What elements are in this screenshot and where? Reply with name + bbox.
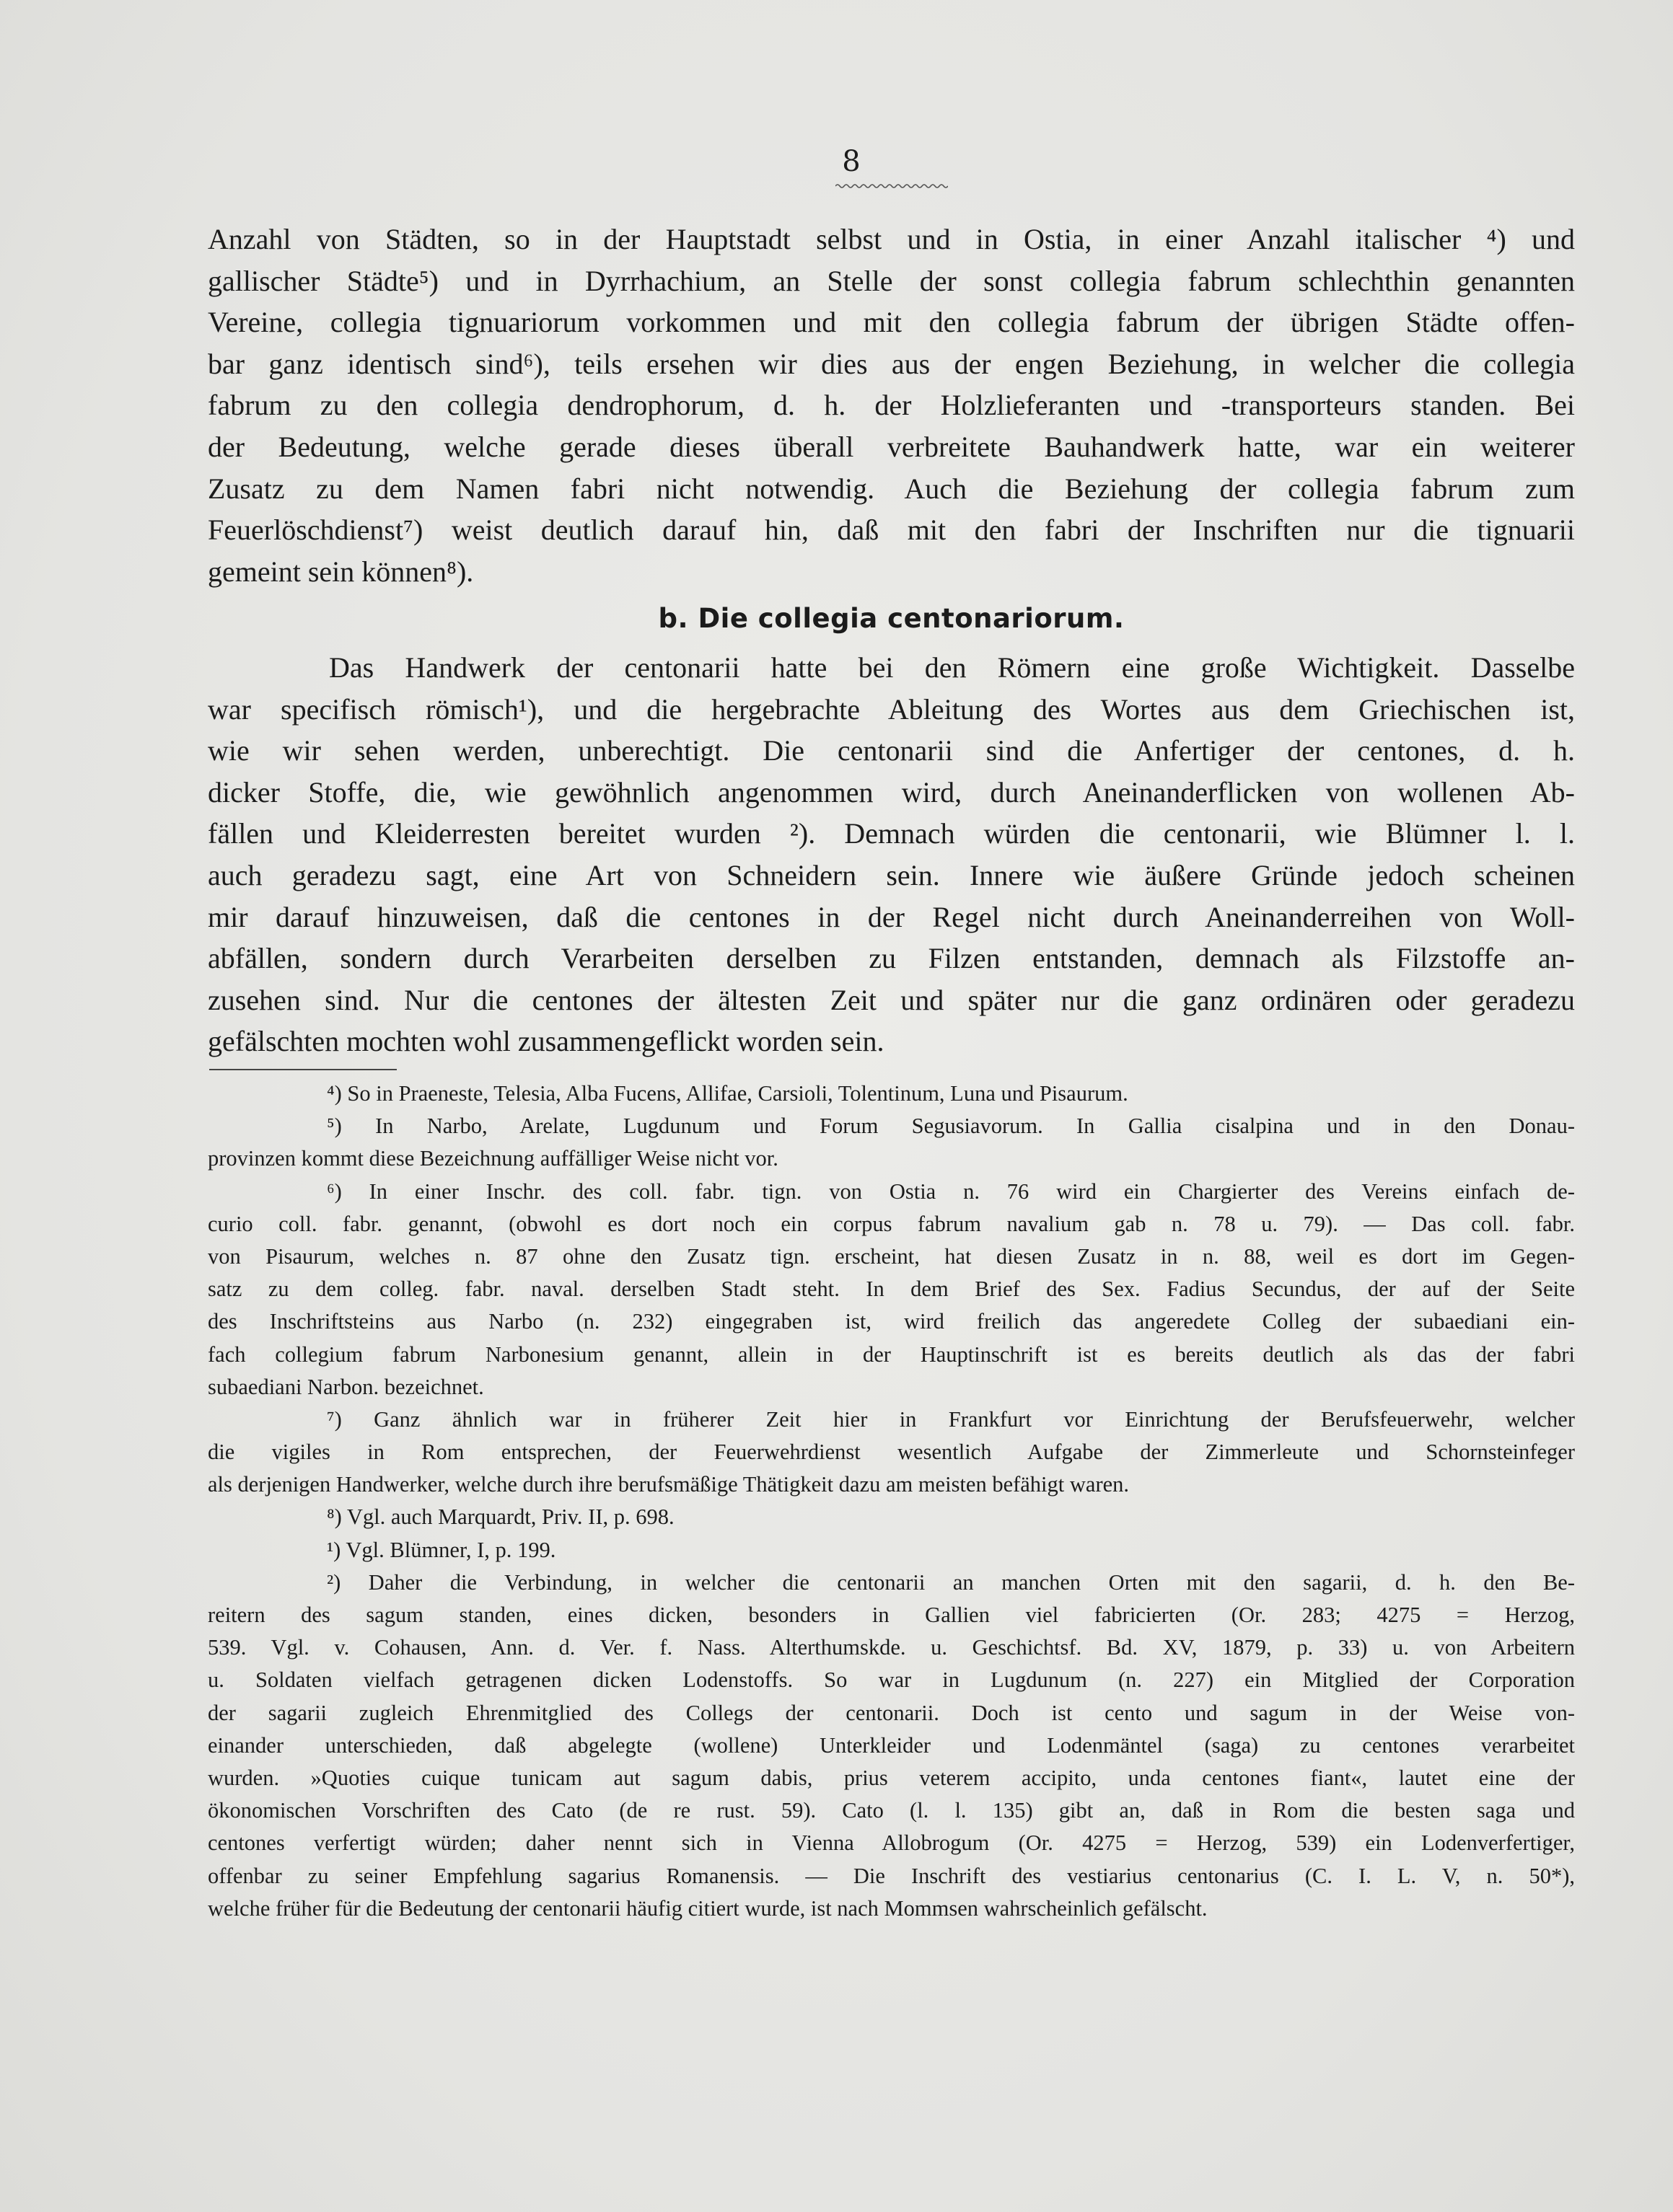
footnote-line: satz zu dem colleg. fabr. naval. derselben Stadt steht. In dem Brief des Sex. Fadius Secundus, der auf der Seite xyxy=(208,1277,1575,1302)
paragraph-continuation xyxy=(208,219,1575,592)
paragraph-line: gemeint sein können⁸). xyxy=(208,555,474,588)
paragraph-line: auch geradezu sagt, eine Art von Schneidern sein. Innere wie äußere Gründe jedoch scheinen xyxy=(208,858,1575,891)
footnote-line: welche früher für die Bedeutung der centonarii häufig citiert wurde, ist nach Mommsen wahrscheinlich gefälscht. xyxy=(208,1895,1208,1921)
footnote-line: centones verfertigt würden; daher nennt sich in Vienna Allobrogum (Or. 4275 = Herzog, 539) ein Lodenverfertiger, xyxy=(208,1830,1575,1856)
footnote-line: wurden. »Quoties cuique tunicam aut sagum dabis, prius veterem accipito, unda centones fiant«, lautet eine der xyxy=(208,1765,1575,1790)
paragraph-line: Feuerlöschdienst⁷) weist deutlich darauf hin, daß mit den fabri der Inschriften nur die tignuarii xyxy=(208,514,1575,547)
footnote-line: einander unterschieden, daß abgelegte (wollene) Unterkleider und Lodenmäntel (saga) zu centones verarbeitet xyxy=(208,1732,1575,1758)
footnote-line: ⁴) So in Praeneste, Telesia, Alba Fucens, Allifae, Carsioli, Tolentinum, Luna und Pisaurum. xyxy=(327,1081,1128,1106)
paragraph-line: gallischer Städte⁵) und in Dyrrhachium, an Stelle der sonst collegia fabrum schlechthin genannten xyxy=(208,264,1575,297)
paragraph-line: Vereine, collegia tignuariorum vorkommen und mit den collegia fabrum der übrigen Städte offen- xyxy=(208,306,1575,339)
footnote-line: offenbar zu seiner Empfehlung sagarius Romanensis. — Die Inschrift des vestiarius centonarius (C. I. L. V, n. 50*), xyxy=(208,1863,1575,1888)
paragraph-line: der Bedeutung, welche gerade dieses überall verbreitete Bauhandwerk hatte, war ein weiterer xyxy=(208,430,1575,463)
paragraph-line: Das Handwerk der centonarii hatte bei den Römern eine große Wichtigkeit. Dasselbe xyxy=(329,651,1575,684)
paragraph-line: dicker Stoffe, die, wie gewöhnlich angenommen wird, durch Aneinanderflicken von wollenen Ab- xyxy=(208,775,1575,808)
footnote-line: 539. Vgl. v. Cohausen, Ann. d. Ver. f. Nass. Alterthumskde. u. Geschichtsf. Bd. XV, 1879, p. 33) u. von Arbeitern xyxy=(208,1635,1575,1660)
page-number: 8 xyxy=(842,145,861,178)
footnote-line: ökonomischen Vorschriften des Cato (de re rust. 59). Cato (l. l. 135) gibt an, daß in Rom die besten saga und xyxy=(208,1798,1575,1823)
footnote-line: ⁷) Ganz ähnlich war in früherer Zeit hier in Frankfurt vor Einrichtung der Berufsfeuerwehr, welcher xyxy=(327,1406,1575,1432)
footnote-line: ²) Daher die Verbindung, in welcher die centonarii an manchen Orten mit den sagarii, d. h. den Be- xyxy=(327,1569,1575,1595)
footnote-line: reitern des sagum standen, eines dicken, besonders in Gallien viel fabricierten (Or. 283; 4275 = Herzog, xyxy=(208,1603,1575,1627)
paragraph-line: fällen und Kleiderresten bereitet wurden ²). Demnach würden die centonarii, wie Blümner l. l. xyxy=(208,817,1575,850)
paragraph-line: war specifisch römisch¹), und die hergebrachte Ableitung des Wortes aus dem Griechischen ist, xyxy=(208,692,1575,726)
footnote-line: die vigiles in Rom entsprechen, der Feuerwehrdienst wesentlich Aufgabe der Zimmerleute und Schornsteinfeger xyxy=(208,1440,1575,1465)
paragraph-line: gefälschten mochten wohl zusammengeflickt worden sein. xyxy=(208,1025,884,1058)
footnote-line: von Pisaurum, welches n. 87 ohne den Zusatz tign. erscheint, hat diesen Zusatz in n. 88, weil es dort im Gegen- xyxy=(208,1243,1575,1269)
footnote-line: des Inschriftsteins aus Narbo (n. 232) eingegraben ist, wird freilich das angeredete Colleg der subaediani ein- xyxy=(208,1309,1575,1334)
paragraph-centonarii xyxy=(208,647,1575,1062)
footnote-line: curio coll. fabr. genannt, (obwohl es dort noch ein corpus fabrum navalium gab n. 78 u. 79). — Das coll. fabr. xyxy=(208,1211,1575,1236)
footnote-line: ¹) Vgl. Blümner, I, p. 199. xyxy=(327,1537,556,1562)
footnote-line: subaediani Narbon. bezeichnet. xyxy=(208,1374,484,1399)
paragraph-line: Zusatz zu dem Namen fabri nicht notwendig. Auch die Beziehung der collegia fabrum zum xyxy=(208,472,1575,505)
paragraph-line: bar ganz identisch sind⁶), teils ersehen wir dies aus der engen Beziehung, in welcher die collegia xyxy=(208,347,1575,380)
footnote-line: ⁶) In einer Inschr. des coll. fabr. tign. von Ostia n. 76 wird ein Chargierter des Vereins einfach de- xyxy=(327,1178,1575,1204)
paragraph-line: fabrum zu den collegia dendrophorum, d. h. der Holzlieferanten und -transporteurs standen. Bei xyxy=(208,389,1575,422)
footnotes xyxy=(208,1078,1575,1925)
page-number-ornament xyxy=(835,183,948,189)
paragraph-line: mir darauf hinzuweisen, daß die centones in der Regel nicht durch Aneinanderreihen von Woll- xyxy=(208,900,1575,933)
footnote-line: ⁸) Vgl. auch Marquardt, Priv. II, p. 698. xyxy=(327,1504,675,1530)
footnote-line: als derjenigen Handwerker, welche durch ihre berufsmäßige Thätigkeit dazu am meisten befähigt waren. xyxy=(208,1472,1130,1497)
footnote-line: ⁵) In Narbo, Arelate, Lugdunum und Forum Segusiavorum. In Gallia cisalpina und in den Donau- xyxy=(327,1114,1575,1139)
paragraph-line: zusehen sind. Nur die centones der ältesten Zeit und später nur die ganz ordinären oder geradezu xyxy=(208,983,1575,1016)
paragraph-line: Anzahl von Städten, so in der Hauptstadt selbst und in Ostia, in einer Anzahl italischer ⁴) und xyxy=(208,223,1575,255)
footnote-line: fach collegium fabrum Narbonesium genannt, allein in der Hauptinschrift ist es bereits deutlich als das der fabri xyxy=(208,1341,1575,1367)
footnote-separator xyxy=(209,1069,397,1070)
section-heading: b. Die collegia centonariorum. xyxy=(658,603,1125,634)
footnote-line: u. Soldaten vielfach getragenen dicken Lodenstoffs. So war in Lugdunum (n. 227) ein Mitglied der Corporation xyxy=(208,1667,1575,1693)
footnote-line: der sagarii zugleich Ehrenmitglied des Collegs der centonarii. Doch ist cento und sagum in der Weise von- xyxy=(208,1700,1575,1725)
paragraph-line: abfällen, sondern durch Verarbeiten derselben zu Filzen entstanden, demnach als Filzstoffe an- xyxy=(208,942,1575,975)
footnote-line: provinzen kommt diese Bezeichnung auffälliger Weise nicht vor. xyxy=(208,1146,778,1171)
paragraph-line: wie wir sehen werden, unberechtigt. Die centonarii sind die Anfertiger der centones, d. h. xyxy=(208,734,1575,767)
